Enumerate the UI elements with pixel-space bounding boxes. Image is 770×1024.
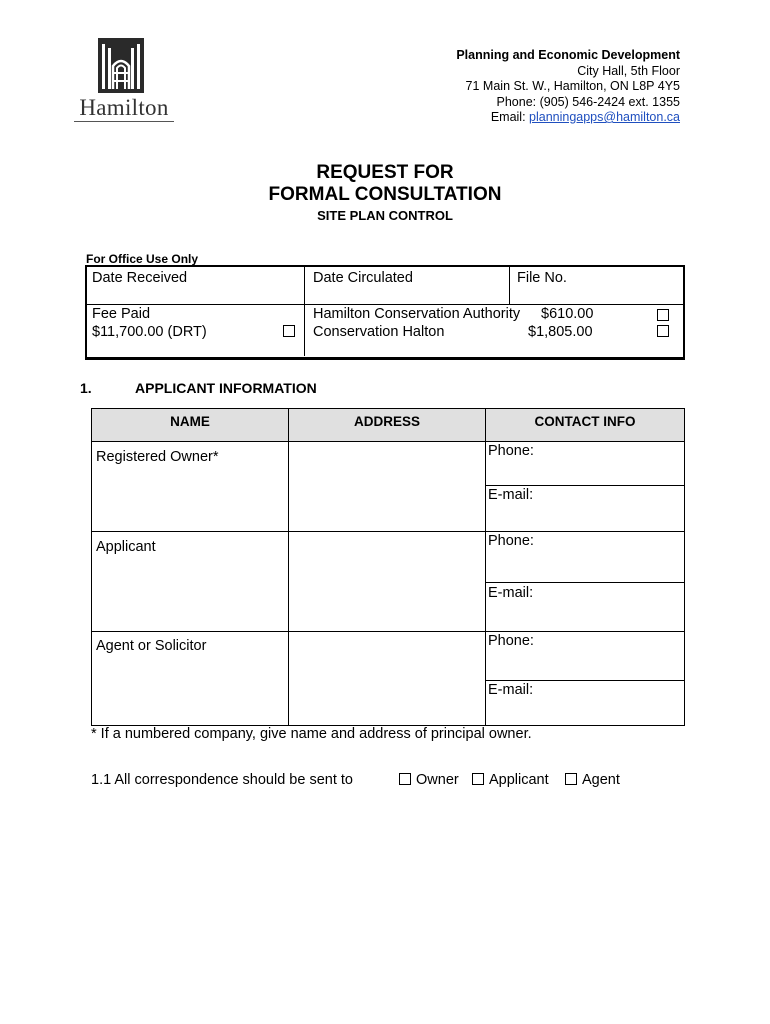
table-divider-2 (485, 409, 486, 725)
hca-label: Hamilton Conservation Authority (313, 306, 521, 322)
conservation-halton-checkbox[interactable] (657, 325, 669, 337)
fee-paid-checkbox[interactable] (283, 325, 295, 337)
registered-owner-address-field[interactable] (289, 442, 485, 531)
fee-paid-label: Fee Paid (92, 306, 151, 322)
numbered-company-footnote: * If a numbered company, give name and address of principal owner. (91, 726, 532, 742)
form-title-line-2: FORMAL CONSULTATION (268, 184, 502, 205)
correspondence-option-owner[interactable] (399, 772, 459, 788)
address-line-1: City Hall, 5th Floor (577, 63, 680, 78)
agent-phone-label: Phone: (488, 633, 534, 649)
hamilton-logo (72, 38, 176, 124)
correspondence-label: 1.1 All correspondence should be sent to (91, 772, 353, 788)
column-header-address: ADDRESS (353, 414, 420, 429)
department-name: Planning and Economic Development (456, 48, 680, 62)
agent-address-field[interactable] (289, 632, 485, 725)
agent-checkbox[interactable] (565, 773, 577, 785)
department-address (456, 48, 680, 126)
applicant-option-label: Applicant (489, 772, 549, 788)
logo-rule (74, 121, 174, 122)
owner-option-label: Owner (416, 772, 459, 788)
applicant-phone-label: Phone: (488, 533, 534, 549)
hca-checkbox[interactable] (657, 309, 669, 321)
fee-amount: $11,700.00 (DRT) (92, 324, 207, 340)
office-divider-2 (509, 267, 510, 304)
office-row-divider (87, 304, 683, 305)
row-label-applicant: Applicant (96, 539, 156, 555)
contact-divider-3 (485, 680, 684, 681)
form-title-line-1: REQUEST FOR (316, 162, 454, 183)
office-use-label: For Office Use Only (86, 252, 199, 266)
agent-email-label: E-mail: (488, 682, 534, 698)
date-circulated-label: Date Circulated (313, 270, 413, 286)
section-number: 1. (80, 380, 92, 396)
phone-line: Phone: (905) 546-2424 ext. 1355 (496, 94, 680, 109)
date-received-label: Date Received (92, 270, 188, 286)
conservation-halton-label: Conservation Halton (313, 324, 445, 340)
file-no-label: File No. (517, 270, 567, 286)
registered-owner-email-label: E-mail: (488, 487, 534, 503)
email-line (456, 110, 680, 126)
applicant-checkbox[interactable] (472, 773, 484, 785)
applicant-address-field[interactable] (289, 532, 485, 631)
email-label: Email: (490, 110, 530, 124)
row-label-agent: Agent or Solicitor (96, 638, 207, 654)
owner-checkbox[interactable] (399, 773, 411, 785)
agent-option-label: Agent (582, 772, 620, 788)
correspondence-option-agent[interactable] (565, 772, 620, 788)
hamilton-crest-icon (98, 38, 144, 93)
column-header-name: NAME (170, 414, 210, 429)
logo-wordmark: Hamilton (79, 95, 169, 120)
correspondence-option-applicant[interactable] (472, 772, 549, 788)
office-divider-1 (304, 267, 305, 356)
column-header-contact: CONTACT INFO (534, 414, 636, 429)
hca-amount: $610.00 (541, 306, 594, 322)
registered-owner-phone-label: Phone: (488, 443, 534, 459)
applicant-info-table (91, 408, 685, 726)
contact-divider-2 (485, 582, 684, 583)
email-link[interactable]: planningapps@hamilton.ca (529, 110, 680, 124)
address-line-2: 71 Main St. W., Hamilton, ON L8P 4Y5 (465, 79, 680, 93)
office-use-table (85, 265, 685, 360)
table-header-row (92, 409, 684, 442)
row-label-registered-owner: Registered Owner* (96, 449, 219, 465)
section-title: APPLICANT INFORMATION (135, 380, 317, 396)
applicant-email-label: E-mail: (488, 585, 534, 601)
conservation-halton-amount: $1,805.00 (528, 324, 593, 340)
form-subtitle: SITE PLAN CONTROL (317, 208, 453, 223)
contact-divider-1 (485, 485, 684, 486)
